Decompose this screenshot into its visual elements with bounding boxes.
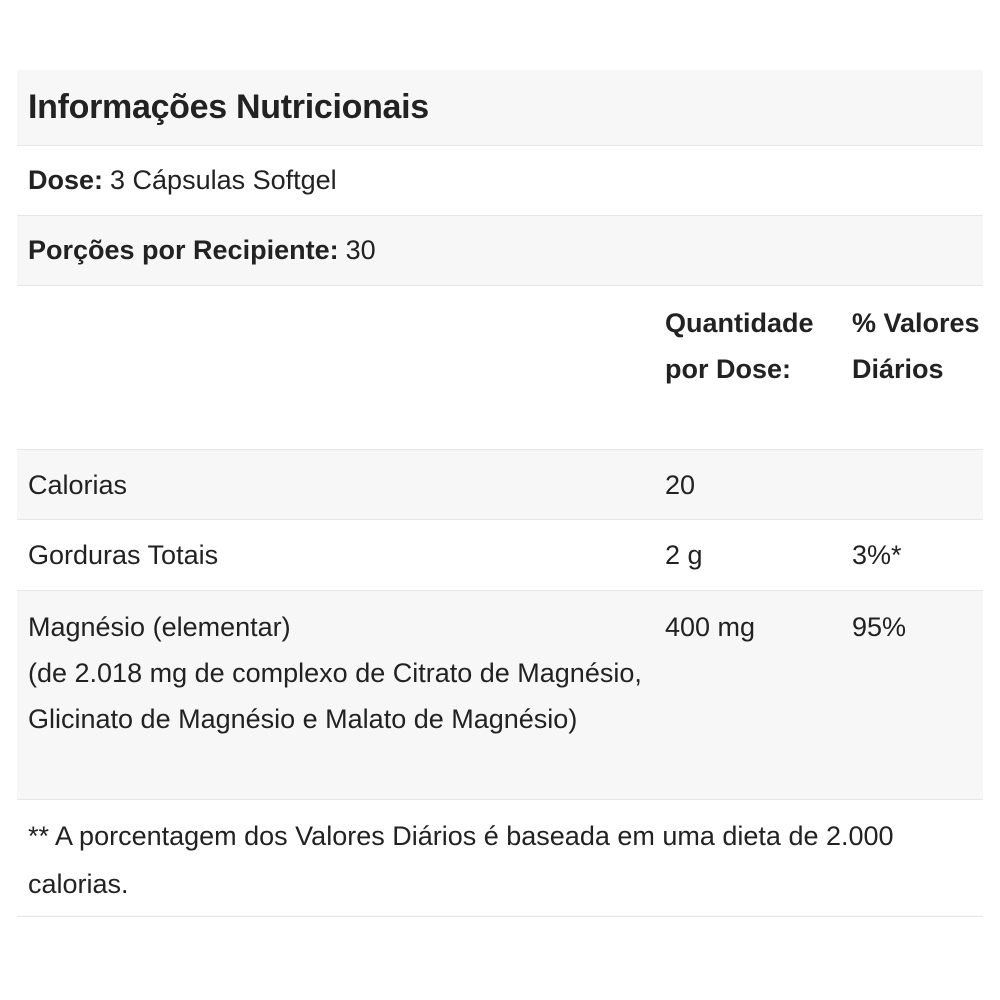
nutrient-amount: 400 mg [665,612,756,642]
nutrient-daily-value: 95% [852,612,907,642]
nutrient-daily-value: 3%* [852,540,902,570]
table-row [17,591,983,800]
table-header-row [17,286,983,450]
nutrition-title-row [17,70,983,146]
servings-row [17,216,983,286]
footnote-text: ** A porcentagem dos Valores Diários é baseada em uma dieta de 2.000 calorias. [28,821,894,899]
daily-value-header: % Valores Diários [852,308,980,384]
nutrient-daily-value [852,462,983,519]
nutrient-name: Gorduras Totais [28,540,219,570]
dose-label: Dose: [28,165,104,195]
nutrient-name: Magnésio (elementar) [28,612,291,642]
nutrient-detail: (de 2.018 mg de complexo de Citrato de Magnésio, Glicinato de Magnésio e Malato de Magnésio) [28,658,642,734]
table-row [17,450,983,520]
nutrient-amount: 2 g [665,540,703,570]
nutrient-cell [28,604,665,799]
nutrient-name: Calorias [28,470,128,500]
table-row [17,520,983,591]
amount-header: Quantidade por Dose: [665,308,814,384]
nutrition-facts-panel [17,70,983,917]
nutrient-amount: 20 [665,470,696,500]
dose-value: 3 Cápsulas Softgel [110,165,337,195]
nutrient-header [28,300,665,449]
page-title: Informações Nutricionais [28,88,429,126]
dose-row [17,146,983,216]
servings-label: Porções por Recipiente: [28,235,339,265]
servings-value: 30 [345,235,376,265]
footnote-row [17,800,983,917]
